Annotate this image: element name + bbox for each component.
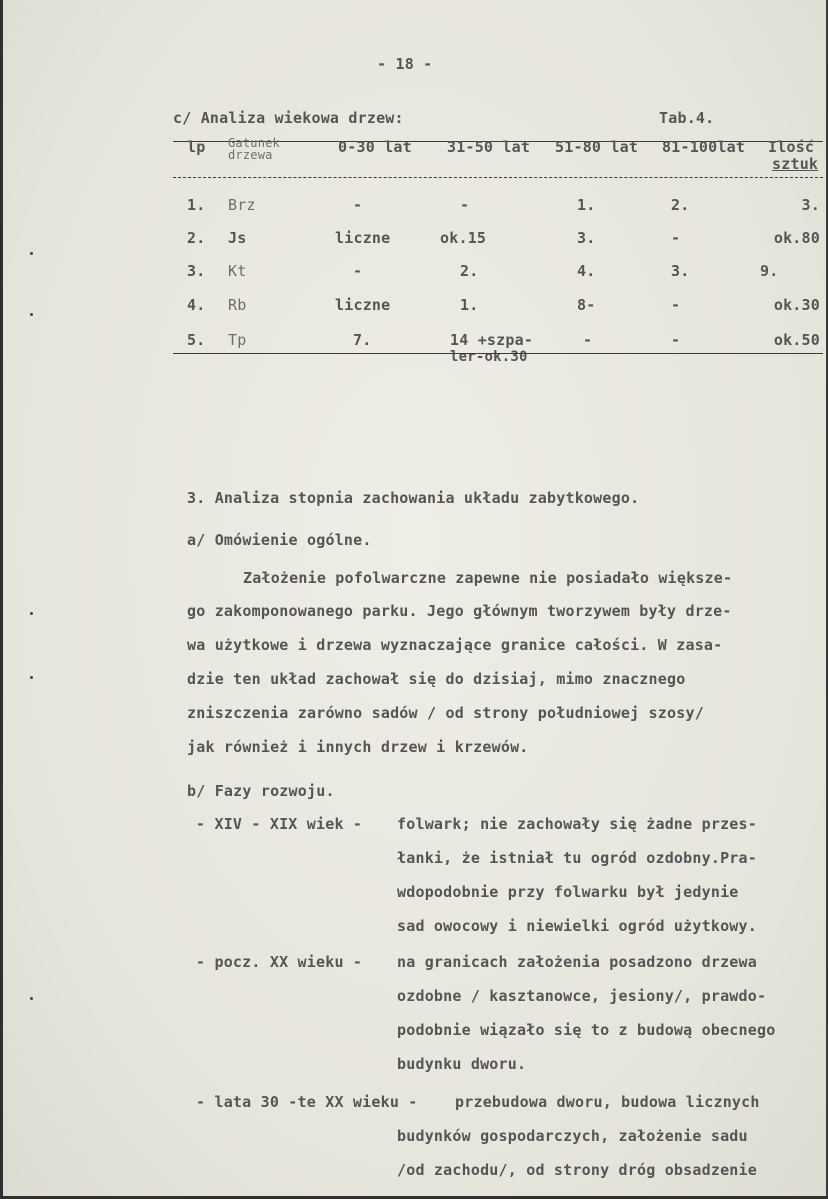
cell-count: ok.50 [773, 331, 820, 349]
cell-age-51-80: - [583, 331, 593, 349]
binder-hole-dot [30, 313, 33, 316]
paragraph-line: wa użytkowe i drzewa wyznaczające granice całości. W zasa- [187, 636, 723, 654]
header-age-0-30: 0-30 lat [338, 138, 412, 156]
cell-species: Tp [228, 331, 247, 349]
binder-hole-dot [30, 676, 33, 679]
cell-lp: 3. [187, 262, 206, 280]
subsection-b-heading: b/ Fazy rozwoju. [187, 782, 335, 800]
phase-line: na granicach założenia posadzono drzewa [397, 953, 757, 971]
cell-age-0-30: - [353, 262, 363, 280]
phase-label: - XIV - XIX wiek - [196, 815, 363, 833]
phase-line: przebudowa dworu, budowa licznych [455, 1093, 760, 1111]
cell-lp: 4. [187, 296, 206, 314]
cell-age-81-100: 3. [671, 262, 690, 280]
section-c-heading: c/ Analiza wiekowa drzew: [173, 109, 404, 127]
cell-age-31-50-continuation: ler-ok.30 [450, 349, 528, 365]
cell-count: ok.80 [773, 229, 820, 247]
cell-age-31-50: 1. [460, 296, 479, 314]
cell-species: Brz [228, 196, 256, 214]
header-age-31-50: 31-50 lat [447, 138, 531, 156]
cell-age-0-30: - [353, 196, 363, 214]
cell-age-51-80: 8- [577, 296, 596, 314]
phase-label: - pocz. XX wieku - [196, 953, 363, 971]
header-species-top: Gatunek [228, 136, 280, 150]
phase-line: sad owocowy i niewielki ogród użytkowy. [397, 917, 757, 935]
binder-hole-dot [30, 997, 33, 1000]
cell-lp: 1. [187, 196, 206, 214]
cell-age-31-50: 2. [460, 262, 479, 280]
cell-count: 9. [760, 262, 779, 280]
paragraph-line: dzie ten układ zachował się do dzisiaj, mimo znacznego [187, 670, 686, 688]
cell-age-81-100: - [671, 331, 681, 349]
paragraph-line: Założenie pofolwarczne zapewne nie posiadało większe- [243, 569, 733, 587]
binder-hole-dot [30, 252, 33, 255]
table-header-rule [173, 177, 823, 178]
section-3-heading: 3. Analiza stopnia zachowania układu zabytkowego. [187, 489, 640, 507]
cell-lp: 5. [187, 331, 206, 349]
header-count-bottom: sztuk [772, 155, 819, 173]
header-age-81-100: 81-100lat [662, 138, 746, 156]
paragraph-line: jak również i innych drzew i krzewów. [187, 738, 529, 756]
phase-line: folwark; nie zachowały się żadne przes- [397, 815, 757, 833]
header-species-bottom: drzewa [228, 148, 273, 162]
page-number: - 18 - [377, 55, 433, 73]
cell-age-81-100: - [671, 229, 681, 247]
cell-age-0-30: liczne [335, 229, 391, 247]
phase-line: budynku dworu. [397, 1055, 527, 1073]
phase-line: /od zachodu/, od strony dróg obsadzenie [397, 1161, 757, 1179]
cell-age-51-80: 3. [577, 229, 596, 247]
cell-age-51-80: 4. [577, 262, 596, 280]
cell-age-51-80: 1. [577, 196, 596, 214]
header-age-51-80: 51-80 lat [555, 138, 639, 156]
header-count-top: Ilość [768, 138, 815, 156]
cell-age-81-100: 2. [671, 196, 690, 214]
header-lp: lp [187, 138, 206, 156]
paragraph-line: zniszczenia zarówno sadów / od strony południowej szosy/ [187, 704, 704, 722]
subsection-a-heading: a/ Omówienie ogólne. [187, 531, 372, 549]
cell-count: 3. [801, 196, 820, 214]
page-edge-left [0, 0, 3, 1199]
phase-label: - lata 30 -te XX wieku - [196, 1093, 418, 1111]
cell-age-31-50: - [460, 196, 470, 214]
cell-age-81-100: - [671, 296, 681, 314]
table-reference: Tab.4. [659, 109, 715, 127]
paragraph-line: go zakomponowanego parku. Jego głównym tworzywem były drze- [187, 602, 732, 620]
table-bottom-rule [173, 353, 823, 354]
phase-line: budynków gospodarczych, założenie sadu [397, 1127, 748, 1145]
cell-count: ok.30 [773, 296, 820, 314]
cell-lp: 2. [187, 229, 206, 247]
binder-hole-dot [30, 612, 33, 615]
cell-species: Js [228, 229, 247, 247]
cell-species: Rb [228, 296, 247, 314]
phase-line: podobnie wiązało się to z budową obecnego [397, 1021, 776, 1039]
cell-age-31-50: ok.15 [440, 229, 487, 247]
cell-age-31-50: 14 +szpa- [450, 331, 534, 349]
phase-line: ozdobne / kasztanowce, jesiony/, prawdo- [397, 987, 767, 1005]
phase-line: łanki, że istniał tu ogród ozdobny.Pra- [397, 849, 757, 867]
cell-age-0-30: 7. [353, 331, 372, 349]
cell-age-0-30: liczne [335, 296, 391, 314]
phase-line: wdopodobnie przy folwarku był jedynie [397, 883, 739, 901]
cell-species: Kt [228, 262, 247, 280]
